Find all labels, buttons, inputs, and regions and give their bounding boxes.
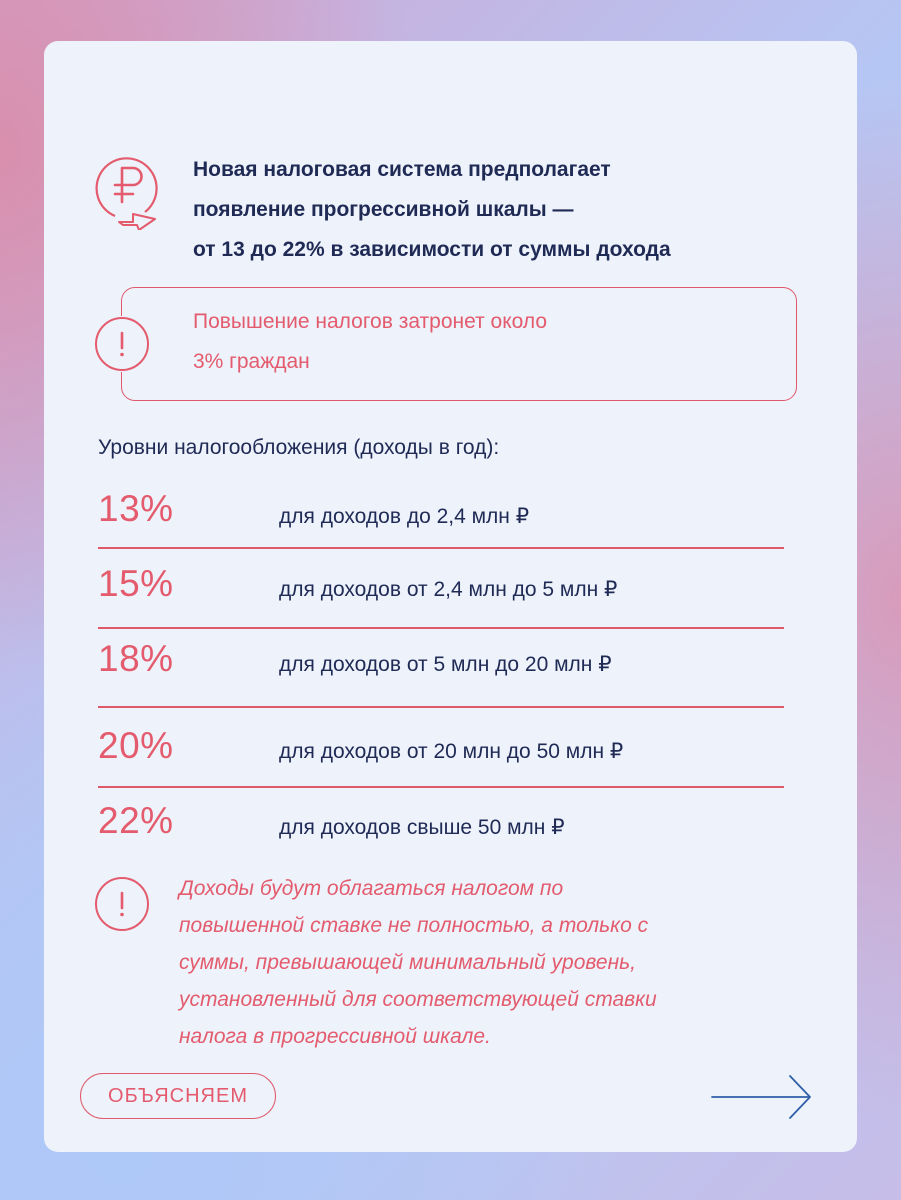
headline-line-1: Новая налоговая система предполагает (193, 158, 611, 181)
footnote-line-5: налога в прогрессивной шкале. (179, 1025, 491, 1048)
notice-line-2: 3% граждан (193, 350, 310, 373)
footnote-line-4: установленный для соответствующей ставки (179, 988, 657, 1011)
footnote-line-1: Доходы будут облагаться налогом по (179, 877, 564, 900)
arrow-right-icon[interactable] (710, 1073, 814, 1121)
warning-icon (94, 316, 150, 372)
notice-line-1: Повышение налогов затронет около (193, 310, 548, 333)
rate-13: 13% (98, 488, 174, 529)
rate-20: 20% (98, 725, 174, 766)
rate-18-description: для доходов от 5 млн до 20 млн ₽ (279, 653, 612, 676)
rate-22: 22% (98, 800, 174, 841)
rate-13-description: для доходов до 2,4 млн ₽ (279, 505, 530, 528)
divider (98, 786, 784, 788)
explain-button[interactable]: ОБЪЯСНЯЕМ (80, 1073, 276, 1119)
rate-22-description: для доходов свыше 50 млн ₽ (279, 816, 565, 839)
rate-18: 18% (98, 638, 174, 679)
warning-icon (94, 876, 150, 932)
divider (98, 706, 784, 708)
headline-line-3: от 13 до 22% в зависимости от суммы дохода (193, 238, 671, 261)
ruble-icon (93, 150, 163, 230)
footnote-text (179, 870, 799, 1055)
headline-line-2: появление прогрессивной шкалы — (193, 198, 574, 221)
divider (98, 547, 784, 549)
rate-15: 15% (98, 563, 174, 604)
divider (98, 627, 784, 629)
notice-text (193, 302, 753, 382)
footnote-line-2: повышенной ставке не полностью, а только с (179, 914, 649, 937)
levels-title: Уровни налогообложения (доходы в год): (98, 436, 500, 459)
rate-20-description: для доходов от 20 млн до 50 млн ₽ (279, 740, 624, 763)
headline (193, 150, 813, 270)
footnote-line-3: суммы, превышающей минимальный уровень, (179, 951, 637, 974)
notice-warning-icon-wrap (94, 316, 150, 372)
rate-15-description: для доходов от 2,4 млн до 5 млн ₽ (279, 578, 618, 601)
